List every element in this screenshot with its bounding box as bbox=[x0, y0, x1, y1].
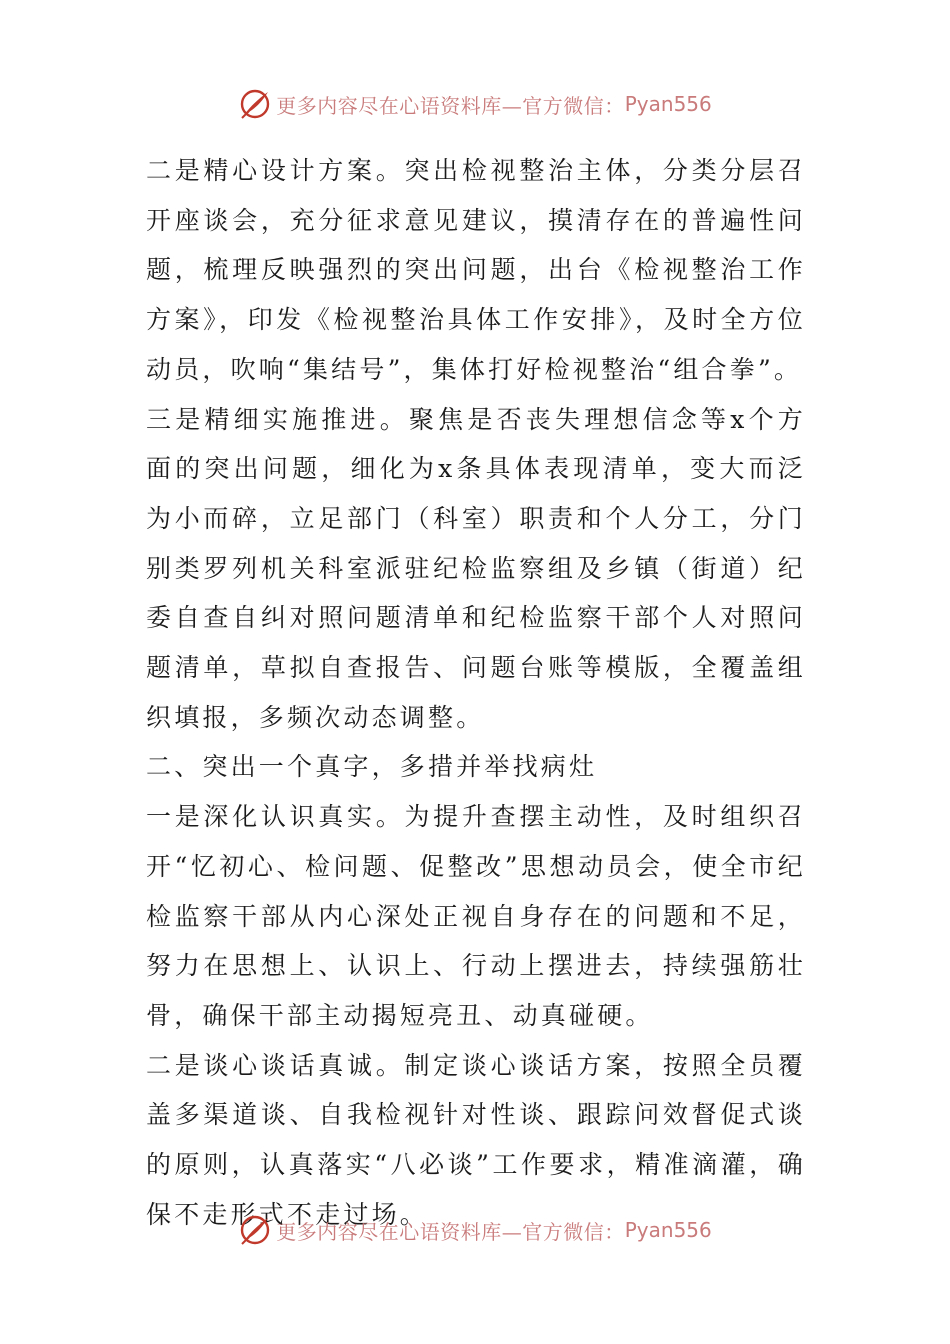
paragraph: 三是精细实施推进。聚焦是否丧失理想信念等x个方面的突出问题，细化为x条具体表现清单，变大而泛为小而碎，立足部门（科室）职责和个人分工，分门别类罗列机关科室派驻纪检监察组及乡镇（街道）纪委自查自纠对照问题清单和纪检监察干部个人对照问题清单，草拟自查报告、问题台账等模版，全覆盖组织填报，多频次动态调整。 bbox=[146, 404, 806, 732]
banner-wechat-handle: Pyan556 bbox=[624, 92, 712, 116]
paragraph: 二是谈心谈话真诚。制定谈心谈话方案，按照全员覆盖多渠道谈、自我检视针对性谈、跟踪问效督促式谈的原则，认真落实“八必谈”工作要求，精准滴灌，确保不走形式不走过场。 bbox=[146, 1050, 806, 1229]
paragraph: 一是深化认识真实。为提升查摆主动性，及时组织召开“忆初心、检问题、促整改”思想动员会，使全市纪检监察干部从内心深处正视自身存在的问题和不足，努力在思想上、认识上、行动上摆进去，持续强筋壮骨，确保干部主动揭短亮丑、动真碰硬。 bbox=[146, 802, 806, 1030]
quill-logo-icon bbox=[238, 87, 272, 121]
document-body bbox=[146, 146, 806, 1239]
header-watermark-banner bbox=[0, 84, 950, 124]
paragraph: 二是精心设计方案。突出检视整治主体，分类分层召开座谈会，充分征求意见建议，摸清存在的普遍性问题，梳理反映强烈的突出问题，出台《检视整治工作方案》，印发《检视整治具体工作安排》，及时全方位动员，吹响“集结号”，集体打好检视整治“组合拳”。 bbox=[146, 156, 806, 384]
quill-logo-icon bbox=[238, 1213, 272, 1247]
banner-wechat-handle: Pyan556 bbox=[624, 1218, 712, 1242]
footer-watermark-banner bbox=[0, 1210, 950, 1250]
banner-text: 更多内容尽在心语资料库—官方微信： bbox=[276, 93, 625, 118]
section-heading: 二、突出一个真字，多措并举找病灶 bbox=[146, 752, 598, 782]
banner-text: 更多内容尽在心语资料库—官方微信： bbox=[276, 1219, 625, 1244]
